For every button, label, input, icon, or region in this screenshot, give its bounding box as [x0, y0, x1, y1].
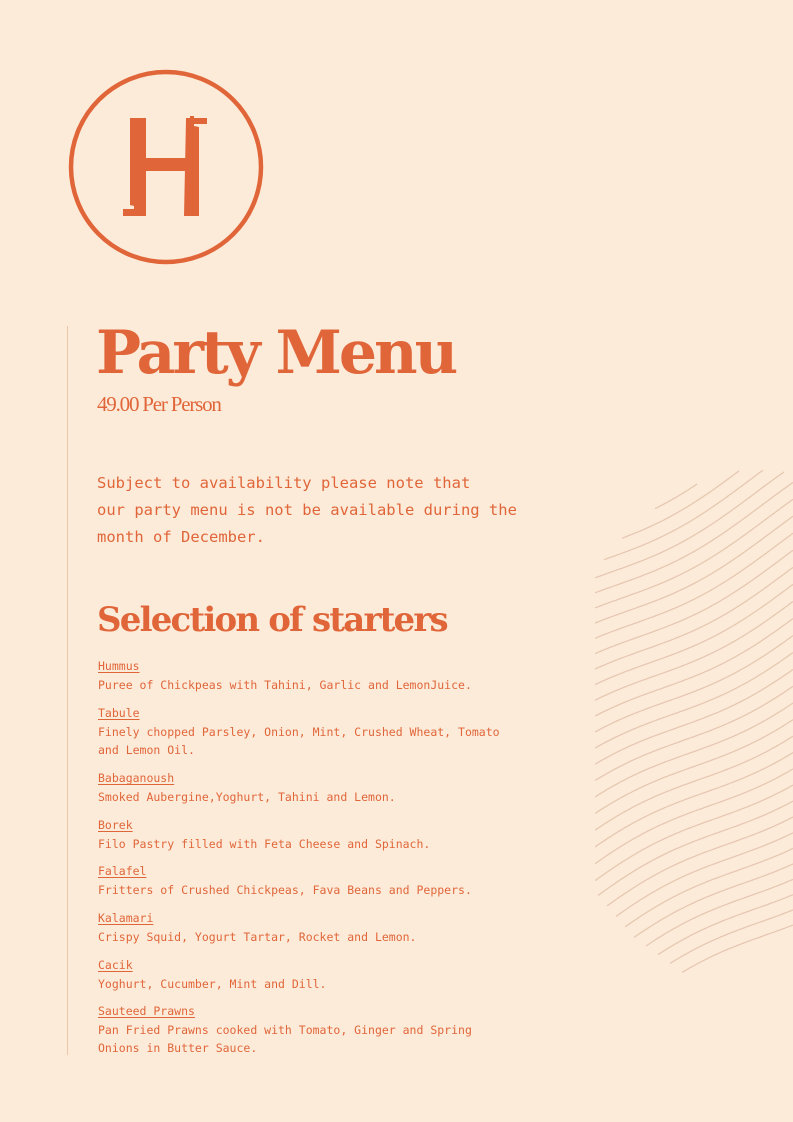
menu-item-name: Hummus	[98, 659, 140, 673]
wave-line	[595, 619, 793, 717]
price-per-person: 49.00 Per Person	[97, 392, 221, 416]
wave-line	[595, 516, 793, 623]
section-heading-starters: Selection of starters	[97, 600, 447, 640]
wave-lines-decoration	[595, 470, 793, 995]
menu-item-description: Puree of Chickpeas with Tahini, Garlic and LemonJuice.	[98, 677, 472, 692]
wave-line	[625, 848, 793, 927]
menu-item	[98, 769, 518, 806]
notice-line: our party menu is not be available during the	[97, 501, 517, 519]
wave-line	[622, 471, 739, 538]
menu-item	[98, 704, 518, 760]
wave-line	[646, 879, 793, 946]
menu-item-description: Yoghurt, Cucumber, Mint and Dill.	[98, 976, 327, 991]
menu-item	[98, 956, 518, 993]
availability-notice	[97, 470, 557, 551]
menu-item	[98, 909, 518, 946]
menu-item-description: Finely chopped Parsley, Onion, Mint, Crushed Wheat, Tomato and Lemon Oil.	[98, 724, 500, 757]
h-monogram-icon	[67, 68, 265, 266]
menu-item-description: Smoked Aubergine,Yoghurt, Tahini and Lemon.	[98, 789, 396, 804]
wave-line	[598, 801, 793, 895]
menu-item	[98, 816, 518, 853]
menu-item-name: Falafel	[98, 864, 147, 878]
notice-line: Subject to availability please note that	[97, 474, 471, 492]
wave-line	[595, 636, 793, 732]
wave-line	[634, 864, 793, 937]
wave-line	[604, 470, 763, 560]
wave-line	[595, 472, 784, 578]
left-rule	[67, 326, 68, 1055]
menu-item-name: Tabule	[98, 706, 140, 720]
page-title: Party Menu	[96, 318, 456, 388]
wave-line	[595, 653, 793, 749]
menu-item-name: Kalamari	[98, 911, 154, 925]
menu-item-name: Cacik	[98, 958, 133, 972]
menu-item-description: Fritters of Crushed Chickpeas, Fava Beans and Peppers.	[98, 882, 472, 897]
menu-item-description: Pan Fried Prawns cooked with Tomato, Ginger and Spring Onions in Butter Sauce.	[98, 1022, 472, 1055]
wave-line	[607, 817, 793, 906]
wave-line	[595, 499, 793, 608]
menu-item	[98, 657, 518, 694]
wave-line	[595, 550, 793, 653]
wave-line	[595, 602, 793, 701]
restaurant-logo	[67, 68, 265, 266]
wave-line	[658, 895, 793, 955]
notice-line: month of December.	[97, 528, 265, 546]
menu-item-description: Crispy Squid, Yogurt Tartar, Rocket and Lemon.	[98, 929, 417, 944]
menu-item	[98, 862, 518, 899]
menu-item-name: Babaganoush	[98, 771, 175, 785]
wave-line	[595, 785, 793, 881]
menu-item-description: Filo Pastry filled with Feta Cheese and Spinach.	[98, 836, 431, 851]
menu-item-name: Sauteed Prawns	[98, 1004, 195, 1018]
menu-item-name: Borek	[98, 818, 133, 832]
menu-item	[98, 1002, 518, 1058]
wave-line	[595, 769, 793, 864]
